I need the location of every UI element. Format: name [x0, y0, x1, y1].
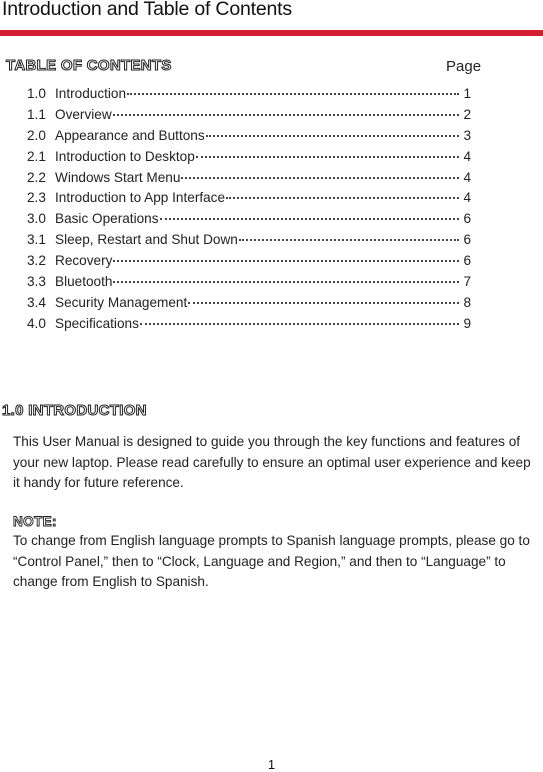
toc-entry-sleep-restart-shut-down[interactable] [27, 232, 471, 253]
toc-entry-label: Appearance and Buttons [55, 127, 205, 143]
toc-entry-page: 9 [463, 315, 471, 331]
note-label: NOTE: [13, 514, 57, 529]
toc-entry-page: 6 [463, 232, 471, 248]
toc-entry-label: Specifications [55, 315, 139, 331]
toc-dot-leader [160, 217, 459, 220]
toc-entry-number: 3.1 [27, 232, 46, 248]
toc-entry-label: Recovery [55, 253, 113, 269]
toc-entry-page: 4 [463, 148, 471, 164]
toc-entry-page: 4 [463, 169, 471, 185]
toc-entry-page: 3 [463, 127, 471, 143]
toc-entry-label: Security Management [55, 294, 188, 310]
table-of-contents [27, 86, 471, 337]
toc-entry-number: 4.0 [27, 315, 46, 331]
toc-title: TABLE OF CONTENTS [6, 57, 172, 74]
toc-dot-leader [113, 259, 459, 262]
toc-entry-number: 1.0 [27, 86, 46, 101]
toc-dot-leader [127, 92, 459, 95]
toc-entry-page: 6 [463, 211, 471, 227]
toc-entry-page: 7 [463, 274, 471, 290]
toc-entry-label: Sleep, Restart and Shut Down [55, 232, 238, 248]
toc-entry-number: 2.0 [27, 127, 46, 143]
toc-dot-leader [113, 113, 459, 116]
toc-entry-introduction[interactable] [27, 86, 471, 107]
toc-dot-leader [239, 238, 459, 241]
header-title: Introduction and Table of Contents [2, 0, 292, 20]
toc-dot-leader [140, 322, 459, 325]
toc-entry-appearance-and-buttons[interactable] [27, 128, 471, 149]
introduction-body: This User Manual is designed to guide you through the key functions and features of your new laptop. Please read carefully to ensure an optimal user experience and keep it handy for future reference. [13, 434, 531, 491]
toc-entry-number: 2.1 [27, 148, 46, 164]
toc-entry-security-management[interactable] [27, 295, 471, 316]
toc-entry-overview[interactable] [27, 107, 471, 128]
toc-entry-label: Introduction to Desktop [55, 148, 195, 164]
toc-entry-number: 2.2 [27, 169, 46, 185]
toc-entry-label: Windows Start Menu [55, 169, 181, 185]
toc-dot-leader [113, 280, 459, 283]
toc-entry-label: Basic Operations [55, 211, 159, 227]
note-body: To change from English language prompts to Spanish language prompts, please go to “Control Panel,” then to “Clock, Language and Region,” and then to “Language” to change from English to Spanish. [13, 533, 530, 590]
toc-entry-specifications[interactable] [27, 316, 471, 337]
toc-entry-introduction-to-desktop[interactable] [27, 149, 471, 170]
toc-entry-number: 1.1 [27, 106, 46, 122]
toc-dot-leader [226, 196, 459, 199]
toc-dot-leader [206, 134, 459, 137]
toc-entry-page: 4 [463, 190, 471, 206]
toc-entry-label: Introduction [55, 86, 127, 101]
toc-entry-number: 3.2 [27, 253, 46, 269]
toc-entry-label: Overview [55, 106, 112, 122]
toc-entry-label: Introduction to App Interface [55, 190, 226, 206]
toc-entry-number: 3.0 [27, 211, 46, 227]
toc-entry-page: 8 [463, 294, 471, 310]
toc-entry-page: 2 [463, 106, 471, 122]
toc-entry-windows-start-menu[interactable] [27, 170, 471, 191]
toc-entry-number: 3.4 [27, 294, 46, 310]
toc-entry-bluetooth[interactable] [27, 274, 471, 295]
introduction-heading: 1.0 INTRODUCTION [2, 402, 147, 419]
toc-entry-introduction-to-app-interface[interactable] [27, 190, 471, 211]
toc-entry-number: 2.3 [27, 190, 46, 206]
toc-entry-label: Bluetooth [55, 274, 113, 290]
toc-entry-page: 6 [463, 253, 471, 269]
page-number: 1 [267, 757, 276, 772]
toc-dot-leader [196, 155, 459, 158]
toc-dot-leader [188, 301, 459, 304]
toc-page-column-label: Page [446, 58, 482, 75]
toc-entry-page: 1 [463, 86, 471, 101]
toc-entry-number: 3.3 [27, 274, 46, 290]
toc-entry-basic-operations[interactable] [27, 211, 471, 232]
toc-entry-recovery[interactable] [27, 253, 471, 274]
toc-dot-leader [181, 176, 459, 179]
header-rule [0, 30, 543, 36]
